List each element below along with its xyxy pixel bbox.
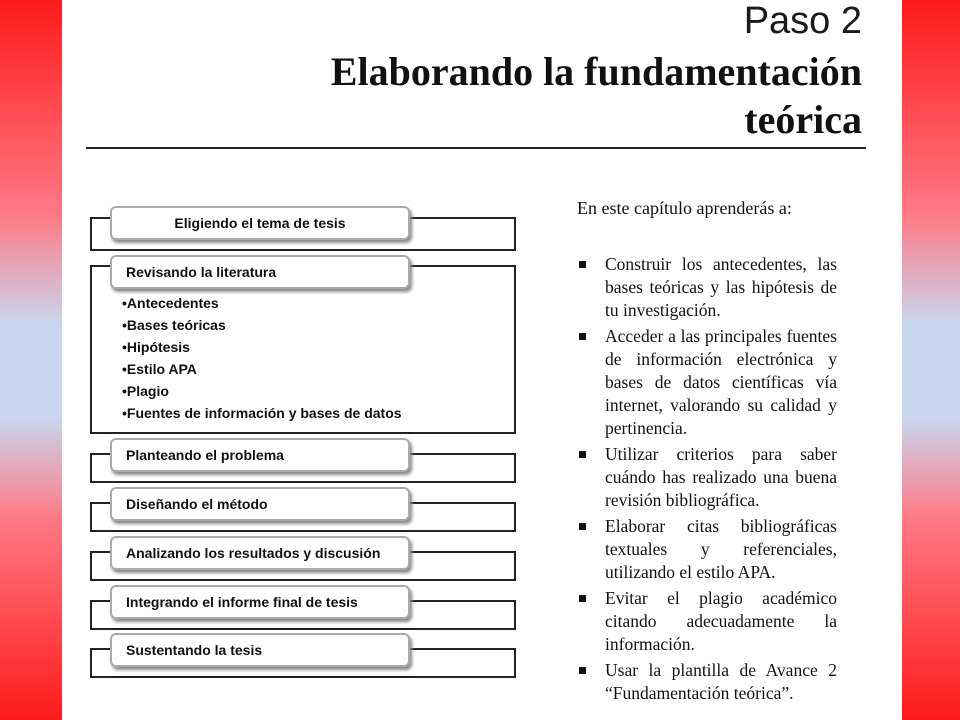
list-item: •Bases teóricas [122,317,226,333]
list-item: Construir los antecedentes, las bases teóricas y las hipótesis de tu investigación. [577,253,837,322]
step-box [110,438,410,472]
list-item: •Fuentes de información y bases de datos [122,405,402,421]
step-box [110,487,410,521]
step-label-5: Analizando los resultados y discusión [126,545,381,561]
list-item: Elaborar citas bibliográficas textuales y referenciales, utilizando el estilo APA. [577,515,837,584]
step-box [110,585,410,619]
list-item: •Hipótesis [122,339,190,355]
objectives-intro: En este capítulo aprenderás a: [577,198,792,218]
literature-subitems [122,292,402,424]
process-diagram [90,200,520,680]
title-line-1: Elaborando la fundamentación [330,49,862,94]
list-item: •Plagio [122,383,169,399]
book-page [62,0,902,720]
step-box [110,255,410,289]
list-item: Utilizar criterios para saber cuándo has realizado una buena revisión bibliográfica. [577,443,837,512]
list-item: •Antecedentes [122,295,219,311]
learning-objectives [577,198,837,708]
step-label-2: Revisando la literatura [126,264,277,280]
step-label: Paso 2 [743,0,862,42]
step-label-1: Eligiendo el tema de tesis [174,215,346,231]
step-label-4: Diseñando el método [126,496,268,512]
title-divider [86,147,866,149]
list-item: Usar la plantilla de Avance 2 “Fundamentación teórica”. [577,659,837,705]
step-label-3: Planteando el problema [126,447,284,463]
step-box [110,633,410,667]
title-line-2: teórica [744,97,862,142]
objectives-list [577,253,837,705]
chapter-title [331,48,862,144]
list-item: Acceder a las principales fuentes de información electrónica y bases de datos científicas vía internet, valorando su calidad y pertinencia. [577,325,837,440]
step-box [110,536,410,570]
list-item: Evitar el plagio académico citando adecuadamente la información. [577,587,837,656]
step-label-7: Sustentando la tesis [126,642,263,658]
step-box [110,206,410,240]
list-item: •Estilo APA [122,361,197,377]
step-label-6: Integrando el informe final de tesis [126,594,358,610]
